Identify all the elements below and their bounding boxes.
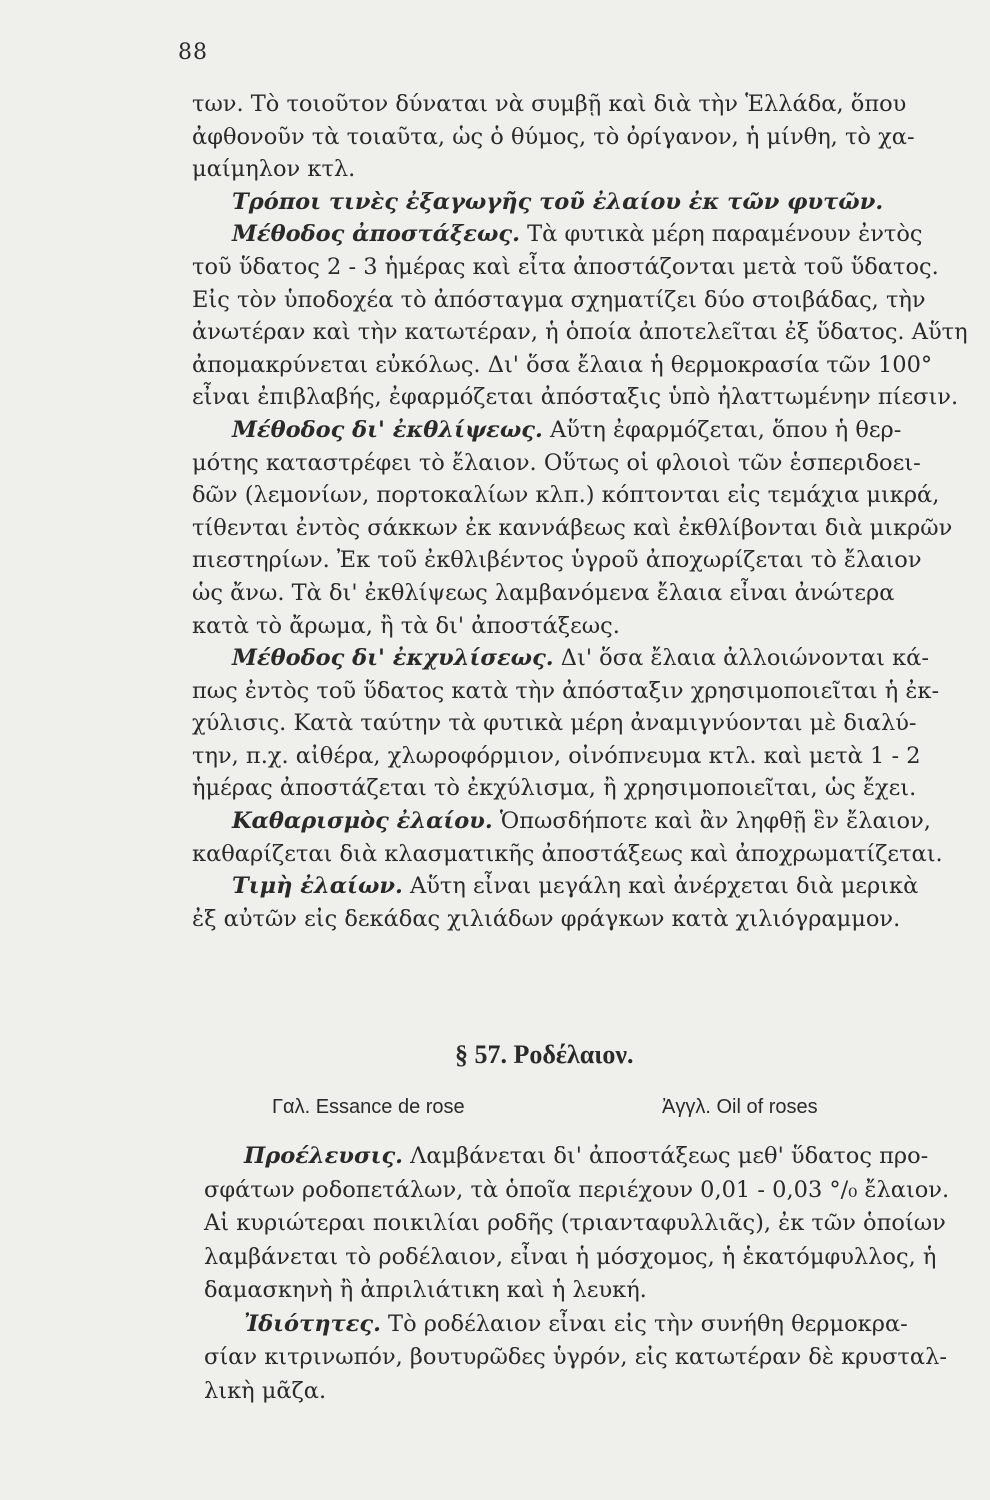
page-number: 88 <box>178 40 208 65</box>
section-text-block <box>204 1140 964 1408</box>
text-line: τίθενται ἐντὸς σάκκων ἐκ καννάβεως καὶ ἐκθλίβονται διὰ μικρῶν <box>192 514 953 541</box>
english-name: Ἀγγλ. Oil of roses <box>662 1096 818 1118</box>
text-line: Αἱ κυριώτεραι ποικιλίαι ροδῆς (τριανταφυλλιᾶς), ἐκ τῶν ὁποίων <box>204 1210 946 1236</box>
text-line: δαμασκηνὴ ἢ ἀπριλιάτικη καὶ ἡ λευκή. <box>204 1277 647 1303</box>
paragraph-lead-line <box>192 414 962 447</box>
text-line: ἀνωτέραν καὶ τὴν κατωτέραν, ἡ ὁποία ἀποτελεῖται ἐξ ὕδατος. Αὕτη <box>192 319 968 346</box>
run-in-heading: Προέλευσις. <box>244 1143 403 1169</box>
line-text: Τὰ φυτικὰ μέρη παραμένουν ἐντὸς <box>519 221 923 248</box>
section-title: § 57. Ροδέλαιον. <box>455 1040 634 1069</box>
text-line: ἀπομακρύνεται εὐκόλως. Δι' ὅσα ἔλαια ἡ θερμοκρασία τῶν 100° <box>192 351 933 378</box>
text-line: πως ἐντὸς τοῦ ὕδατος κατὰ τὴν ἀπόσταξιν χρησιμοποιεῖται ἡ ἐκ- <box>192 677 940 704</box>
text-line: σφάτων ροδοπετάλων, τὰ ὁποῖα περιέχουν 0,01 - 0,03 °/₀ ἔλαιον. <box>204 1176 950 1203</box>
run-in-heading: Τιμὴ ἐλαίων. <box>232 873 403 900</box>
line-text: Λαμβάνεται δι' ἀποστάξεως μεθ' ὕδατος προ- <box>402 1143 929 1169</box>
text-line: μότης καταστρέφει τὸ ἔλαιον. Οὕτως οἱ φλοιοὶ τῶν ἑσπεριδοει- <box>192 449 921 476</box>
text-line: την, π.χ. αἰθέρα, χλωροφόρμιον, οἰνόπνευμα κτλ. καὶ μετὰ 1 - 2 <box>192 742 921 769</box>
paragraph-lead-line <box>204 1140 964 1174</box>
text-line: Εἰς τὸν ὑποδοχέα τὸ ἀπόσταγμα σχηματίζει δύο στοιβάδας, τὴν <box>192 286 926 313</box>
text-line: ἐξ αὐτῶν εἰς δεκάδας χιλιάδων φράγκων κατὰ χιλιόγραμμον. <box>192 905 901 932</box>
text-line: των. Τὸ τοιοῦτον δύναται νὰ συμβῇ καὶ διὰ τὴν Ἑλλάδα, ὅπου <box>192 91 907 117</box>
text-line: ἡμέρας ἀποστάζεται τὸ ἐκχύλισμα, ἢ χρησιμοποιεῖται, ὡς ἔχει. <box>192 775 917 802</box>
run-in-heading: Μέθοδος δι' ἐκθλίψεως. <box>232 416 543 443</box>
text-line: καθαρίζεται διὰ κλασματικῆς ἀποστάξεως καὶ ἀποχρωματίζεται. <box>192 840 943 867</box>
paragraph-lead-line <box>192 870 962 903</box>
paragraph-lead-line <box>192 805 962 838</box>
paragraph-lead-line <box>192 642 962 675</box>
text-line: χύλισις. Κατὰ ταύτην τὰ φυτικὰ μέρη ἀναμιγνύονται μὲ διαλύ- <box>192 710 917 737</box>
text-line: πιεστηρίων. Ἐκ τοῦ ἐκθλιβέντος ὑγροῦ ἀποχωρίζεται τὸ ἔλαιον <box>192 547 922 574</box>
text-line: λαμβάνεται τὸ ροδέλαιον, εἶναι ἡ μόσχομος, ἡ ἑκατόμφυλλος, ἡ <box>204 1243 937 1270</box>
text-line: μαίμηλον κτλ. <box>192 156 356 183</box>
subheading <box>192 186 962 219</box>
paragraph-lead-line <box>192 218 962 251</box>
line-text: Ὁπωσδήποτε καὶ ἂν ληφθῇ ἓν ἔλαιον, <box>492 808 931 835</box>
run-in-heading: Ἰδιότητες. <box>244 1310 381 1337</box>
line-text: Δι' ὅσα ἔλαια ἀλλοιώνονται κά- <box>553 645 929 672</box>
line-text: Αὕτη ἐφαρμόζεται, ὅπου ἡ θερ- <box>542 416 902 443</box>
paragraph-lead-line <box>204 1308 964 1342</box>
run-in-heading: Μέθοδος δι' ἐκχυλίσεως. <box>232 645 554 672</box>
text-line: τοῦ ὕδατος 2 - 3 ἡμέρας καὶ εἶτα ἀποστάζονται μετὰ τοῦ ὕδατος. <box>192 253 939 280</box>
line-text: Τὸ ροδέλαιον εἶναι εἰς τὴν συνήθη θερμοκρα- <box>380 1310 908 1337</box>
text-line: ἀφθονοῦν τὰ τοιαῦτα, ὡς ὁ θύμος, τὸ ὀρίγανον, ἡ μίνθη, τὸ χα- <box>192 123 915 150</box>
main-text-block <box>192 88 968 935</box>
text-line: εἶναι ἐπιβλαβής, ἐφαρμόζεται ἀπόσταξις ὑπὸ ἠλαττωμένην πίεσιν. <box>192 384 959 411</box>
run-in-heading: Καθαρισμὸς ἐλαίου. <box>232 808 493 835</box>
text-line: σίαν κιτρινωπόν, βουτυρῶδες ὑγρόν, εἰς κατωτέραν δὲ κρυσταλ- <box>204 1344 947 1370</box>
run-in-heading: Μέθοδος ἀποστάξεως. <box>232 221 520 248</box>
subheading-text: Τρόποι τινὲς ἐξαγωγῆς τοῦ ἐλαίου ἐκ τῶν φυτῶν. <box>232 188 884 215</box>
text-line: ὡς ἄνω. Τὰ δι' ἐκθλίψεως λαμβανόμενα ἔλαια εἶναι ἀνώτερα <box>192 579 895 606</box>
text-line: δῶν (λεμονίων, πορτοκαλίων κλπ.) κόπτονται εἰς τεμάχια μικρά, <box>192 482 940 509</box>
text-line: κατὰ τὸ ἄρωμα, ἢ τὰ δι' ἀποστάξεως. <box>192 612 620 639</box>
text-line: λικὴ μᾶζα. <box>204 1377 327 1404</box>
line-text: Αὕτη εἶναι μεγάλη καὶ ἀνέρχεται διὰ μερικὰ <box>402 873 919 900</box>
french-name: Γαλ. Essance de rose <box>272 1096 465 1118</box>
